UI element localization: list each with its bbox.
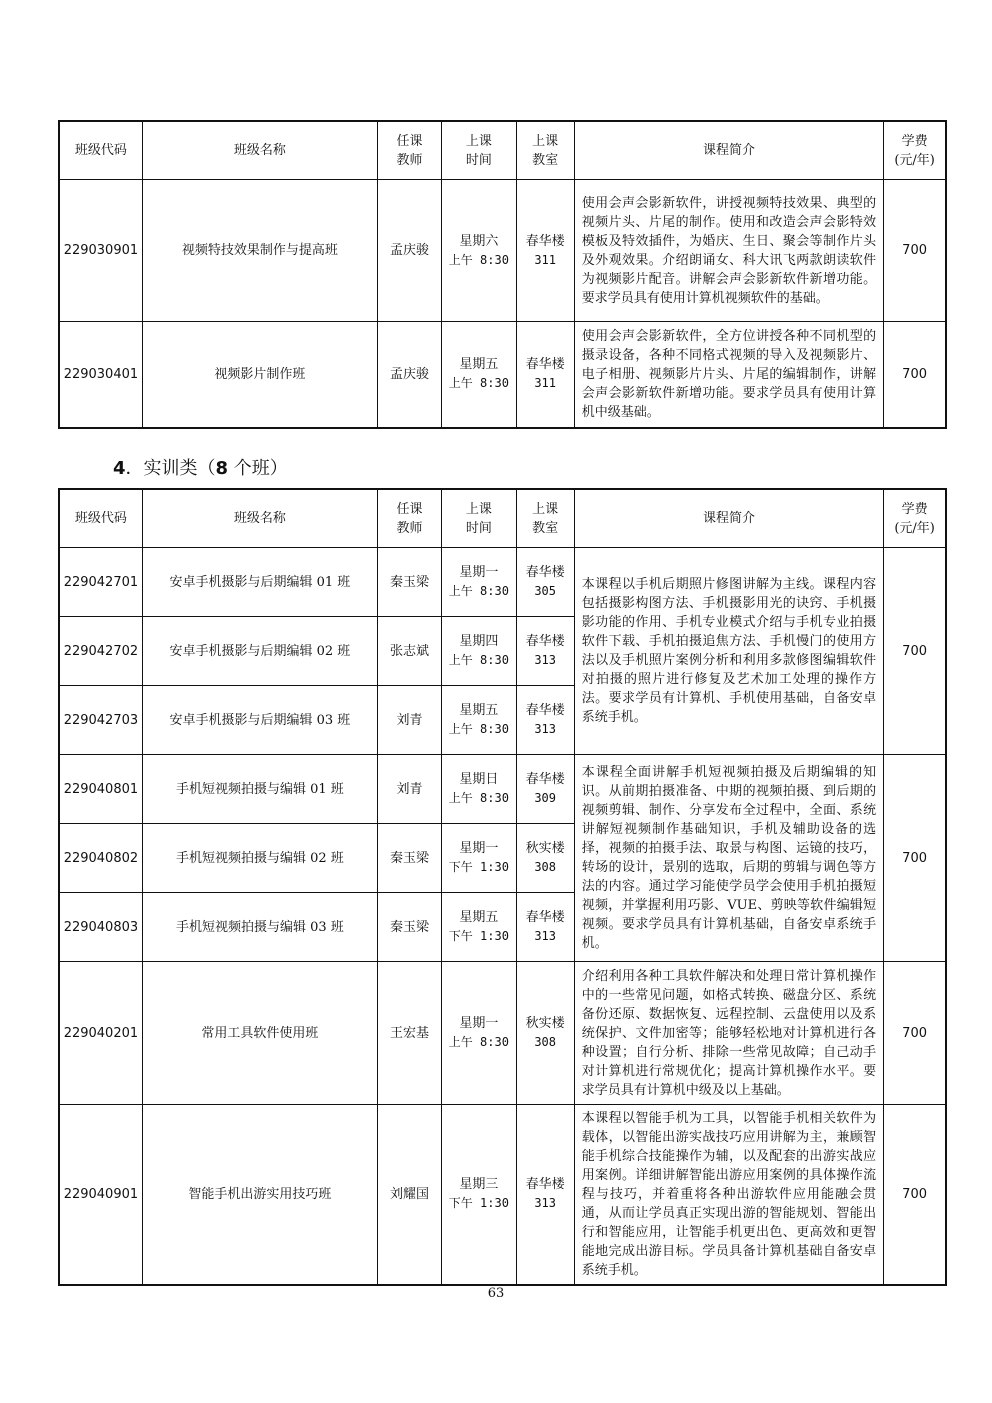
teacher: 孟庆骏 [377,180,441,322]
header-room: 上课 教室 [516,121,574,180]
tuition-fee: 700 [884,755,946,962]
teacher: 张志斌 [377,617,441,686]
tuition-fee: 700 [884,180,946,322]
class-name: 手机短视频拍摄与编辑 02 班 [142,824,377,893]
header-room: 上课 教室 [516,489,574,548]
tuition-fee: 700 [884,548,946,755]
class-code: 229042702 [59,617,142,686]
classroom: 春华楼 309 [516,755,574,824]
course-description: 本课程全面讲解手机短视频拍摄及后期编辑的知识。从前期拍摄准备、中期的视频拍摄、到后期的视频剪辑、制作、分享发布全过程中，全面、系统讲解短视频制作基础知识，手机及辅助设备的选择，视频的拍摄手法、取景与构图、运镜的技巧，转场的设计，景别的选取，后期的剪辑与调色等方法的内容。通过学习能使学员学会使用手机拍摄短视频，并掌握利用巧影、VUE、剪映等软件编辑短视频。要求学员具有计算机基础，自备安卓系统手机。 [574,755,883,962]
header-name: 班级名称 [142,489,377,548]
class-name: 智能手机出游实用技巧班 [142,1105,377,1285]
teacher: 秦玉梁 [377,824,441,893]
class-name: 手机短视频拍摄与编辑 01 班 [142,755,377,824]
classroom: 春华楼 311 [516,180,574,322]
class-name: 安卓手机摄影与后期编辑 01 班 [142,548,377,617]
header-time: 上课 时间 [442,489,516,548]
class-code: 229040803 [59,893,142,962]
class-name: 常用工具软件使用班 [142,962,377,1105]
class-time: 星期一 上午 8:30 [442,962,516,1105]
classroom: 春华楼 313 [516,617,574,686]
class-time: 星期日 上午 8:30 [442,755,516,824]
teacher: 王宏基 [377,962,441,1105]
header-fee: 学费 (元/年) [884,121,946,180]
course-description: 本课程以智能手机为工具，以智能手机相关软件为载体，以智能出游实战技巧应用讲解为主，兼顾智能手机综合技能操作为辅，以及配套的出游实战应用案例。详细讲解智能出游应用案例的具体操作流程与技巧，并着重将各种出游软件应用能融会贯通，从而让学员真正实现出游的智能规划、智能出行和智能应用，让智能手机更出色、更高效和更智能地完成出游目标。学员具备计算机基础自备安卓系统手机。 [574,1105,883,1285]
class-name: 安卓手机摄影与后期编辑 02 班 [142,617,377,686]
teacher: 刘青 [377,686,441,755]
class-time: 星期五 上午 8:30 [442,322,516,428]
course-table-1 [58,120,947,429]
class-time: 星期三 下午 1:30 [442,1105,516,1285]
page-number: 63 [487,1286,505,1301]
tuition-fee: 700 [884,1105,946,1285]
class-code: 229040802 [59,824,142,893]
classroom: 秋实楼 308 [516,962,574,1105]
class-name: 安卓手机摄影与后期编辑 03 班 [142,686,377,755]
teacher: 秦玉梁 [377,548,441,617]
class-code: 229042701 [59,548,142,617]
header-desc: 课程简介 [574,489,883,548]
classroom: 春华楼 313 [516,1105,574,1285]
class-name: 视频影片制作班 [142,322,377,428]
classroom: 春华楼 313 [516,686,574,755]
table-row [59,322,946,428]
course-table-2 [58,488,947,1286]
classroom: 春华楼 311 [516,322,574,428]
classroom: 秋实楼 308 [516,824,574,893]
class-time: 星期六 上午 8:30 [442,180,516,322]
header-time: 上课 时间 [442,121,516,180]
class-code: 229030401 [59,322,142,428]
teacher: 孟庆骏 [377,322,441,428]
tuition-fee: 700 [884,322,946,428]
course-description: 使用会声会影新软件，全方位讲授各种不同机型的摄录设备，各种不同格式视频的导入及视频影片、电子相册、视频影片片头、片尾的编辑制作，讲解会声会影新软件新增功能。要求学员具有使用计算机中级基础。 [574,322,883,428]
class-code: 229040901 [59,1105,142,1285]
tuition-fee: 700 [884,962,946,1105]
table-row [59,962,946,1105]
header-teacher: 任课 教师 [377,489,441,548]
classroom: 春华楼 313 [516,893,574,962]
class-code: 229042703 [59,686,142,755]
course-description: 使用会声会影新软件，讲授视频特技效果、典型的视频片头、片尾的制作。使用和改造会声会影特效模板及特效插件，为婚庆、生日、聚会等制作片头及外观效果。介绍朗诵女、科大讯飞两款朗读软件为视频影片配音。讲解会声会影新软件新增功能。要求学员具有使用计算机视频软件的基础。 [574,180,883,322]
table-row [59,755,946,824]
class-code: 229040801 [59,755,142,824]
class-code: 229040201 [59,962,142,1105]
header-fee: 学费 (元/年) [884,489,946,548]
header-teacher: 任课 教师 [377,121,441,180]
header-code: 班级代码 [59,121,142,180]
teacher: 刘青 [377,755,441,824]
table-row [59,548,946,617]
course-description: 介绍利用各种工具软件解决和处理日常计算机操作中的一些常见问题，如格式转换、磁盘分区、系统备份还原、数据恢复、远程控制、云盘使用以及系统保护、文件加密等；能够轻松地对计算机进行各种设置；自行分析、排除一些常见故障；自己动手对计算机进行常规优化；提高计算机操作水平。要求学员具有计算机中级及以上基础。 [574,962,883,1105]
classroom: 春华楼 305 [516,548,574,617]
table-header-row [59,489,946,548]
header-desc: 课程简介 [574,121,883,180]
teacher: 秦玉梁 [377,893,441,962]
class-time: 星期一 下午 1:30 [442,824,516,893]
class-name: 视频特技效果制作与提高班 [142,180,377,322]
class-time: 星期五 上午 8:30 [442,686,516,755]
class-time: 星期四 上午 8:30 [442,617,516,686]
class-name: 手机短视频拍摄与编辑 03 班 [142,893,377,962]
class-time: 星期一 上午 8:30 [442,548,516,617]
class-code: 229030901 [59,180,142,322]
header-code: 班级代码 [59,489,142,548]
teacher: 刘耀国 [377,1105,441,1285]
table-row [59,1105,946,1285]
table-row [59,180,946,322]
header-name: 班级名称 [142,121,377,180]
class-time: 星期五 下午 1:30 [442,893,516,962]
section-title: 4．实训类（8 个班） [113,458,288,479]
table-header-row [59,121,946,180]
course-description: 本课程以手机后期照片修图讲解为主线。课程内容包括摄影构图方法、手机摄影用光的诀窍、手机摄影功能的作用、手机专业模式介绍与手机专业拍摄软件下载、手机拍摄追焦方法、手机慢门的使用方法以及手机照片案例分析和利用多款修图编辑软件对拍摄的照片进行修复及艺术加工处理的操作方法。要求学员有计算机、手机使用基础，自备安卓系统手机。 [574,548,883,755]
